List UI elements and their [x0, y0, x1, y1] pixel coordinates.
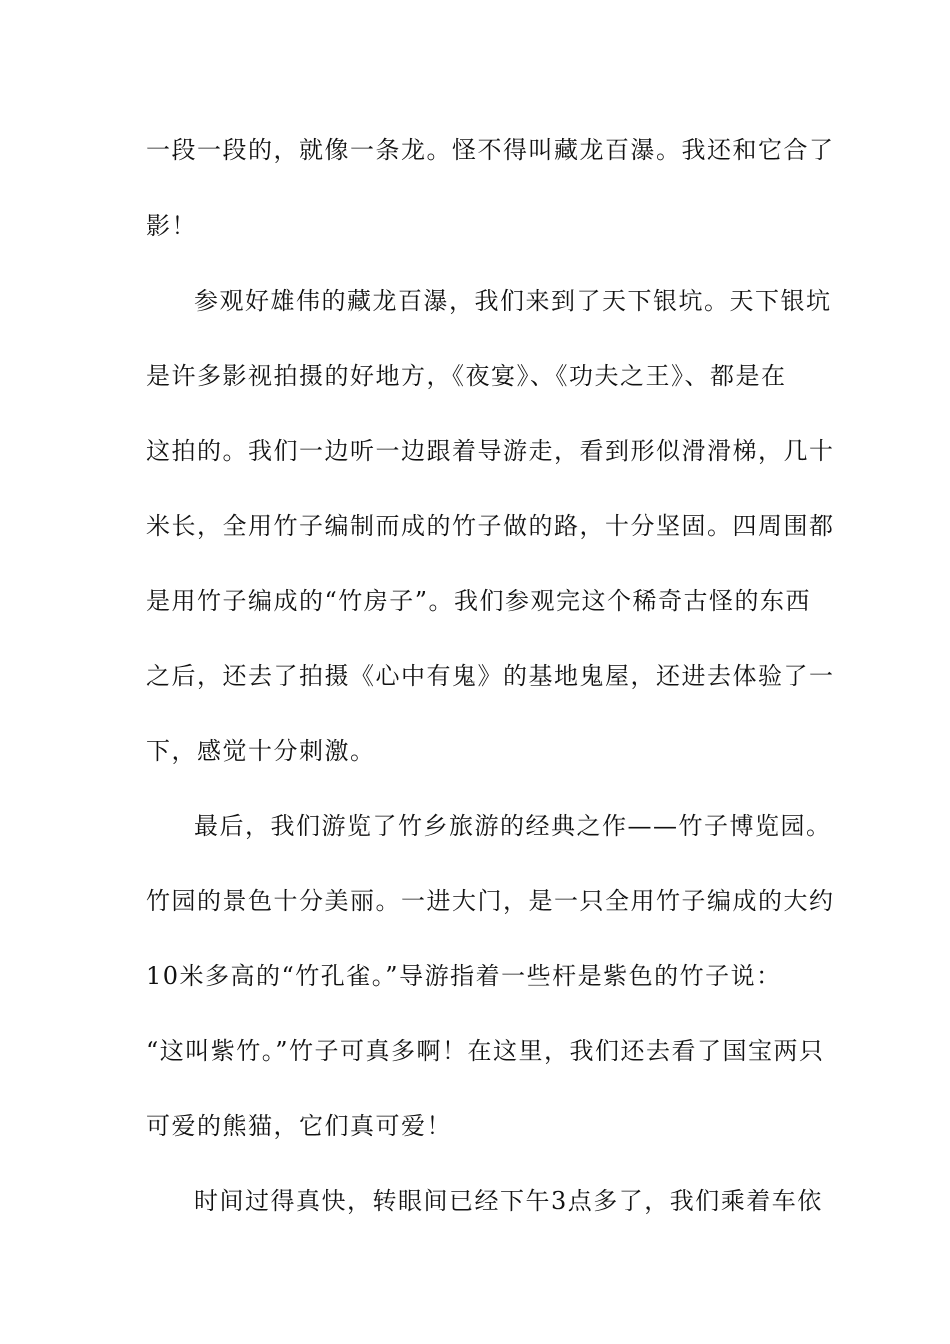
text-line: 可爱的熊猫，它们真可爱！ [146, 1112, 452, 1140]
text-line: 米长，全用竹子编制而成的竹子做的路，十分坚固。四周围都 [146, 512, 835, 540]
text-line: 10米多高的“竹孔雀。”导游指着一些杆是紫色的竹子说： [146, 962, 782, 990]
text-line: 是许多影视拍摄的好地方，《夜宴》、《功夫之王》、都是在 [146, 362, 787, 390]
text-line: 这拍的。我们一边听一边跟着导游走，看到形似滑滑梯，几十 [146, 437, 835, 465]
text-line: 竹园的景色十分美丽。一进大门，是一只全用竹子编成的大约 [146, 887, 835, 915]
text-line: 影！ [146, 212, 197, 240]
text-line: “这叫紫竹。”竹子可真多啊！在这里，我们还去看了国宝两只 [146, 1037, 825, 1065]
text-line: 一段一段的，就像一条龙。怪不得叫藏龙百瀑。我还和它合了 [146, 136, 835, 164]
paragraph-start-line: 时间过得真快，转眼间已经下午3点多了，我们乘着车依 [194, 1187, 823, 1215]
text-line: 下，感觉十分刺激。 [146, 737, 376, 765]
paragraph-start-line: 最后，我们游览了竹乡旅游的经典之作——竹子博览园。 [194, 812, 832, 840]
text-line: 是用竹子编成的“竹房子”。我们参观完这个稀奇古怪的东西 [146, 587, 812, 615]
paragraph-start-line: 参观好雄伟的藏龙百瀑，我们来到了天下银坑。天下银坑 [194, 287, 832, 315]
text-line: 之后，还去了拍摄《心中有鬼》的基地鬼屋，还进去体验了一 [146, 662, 835, 690]
